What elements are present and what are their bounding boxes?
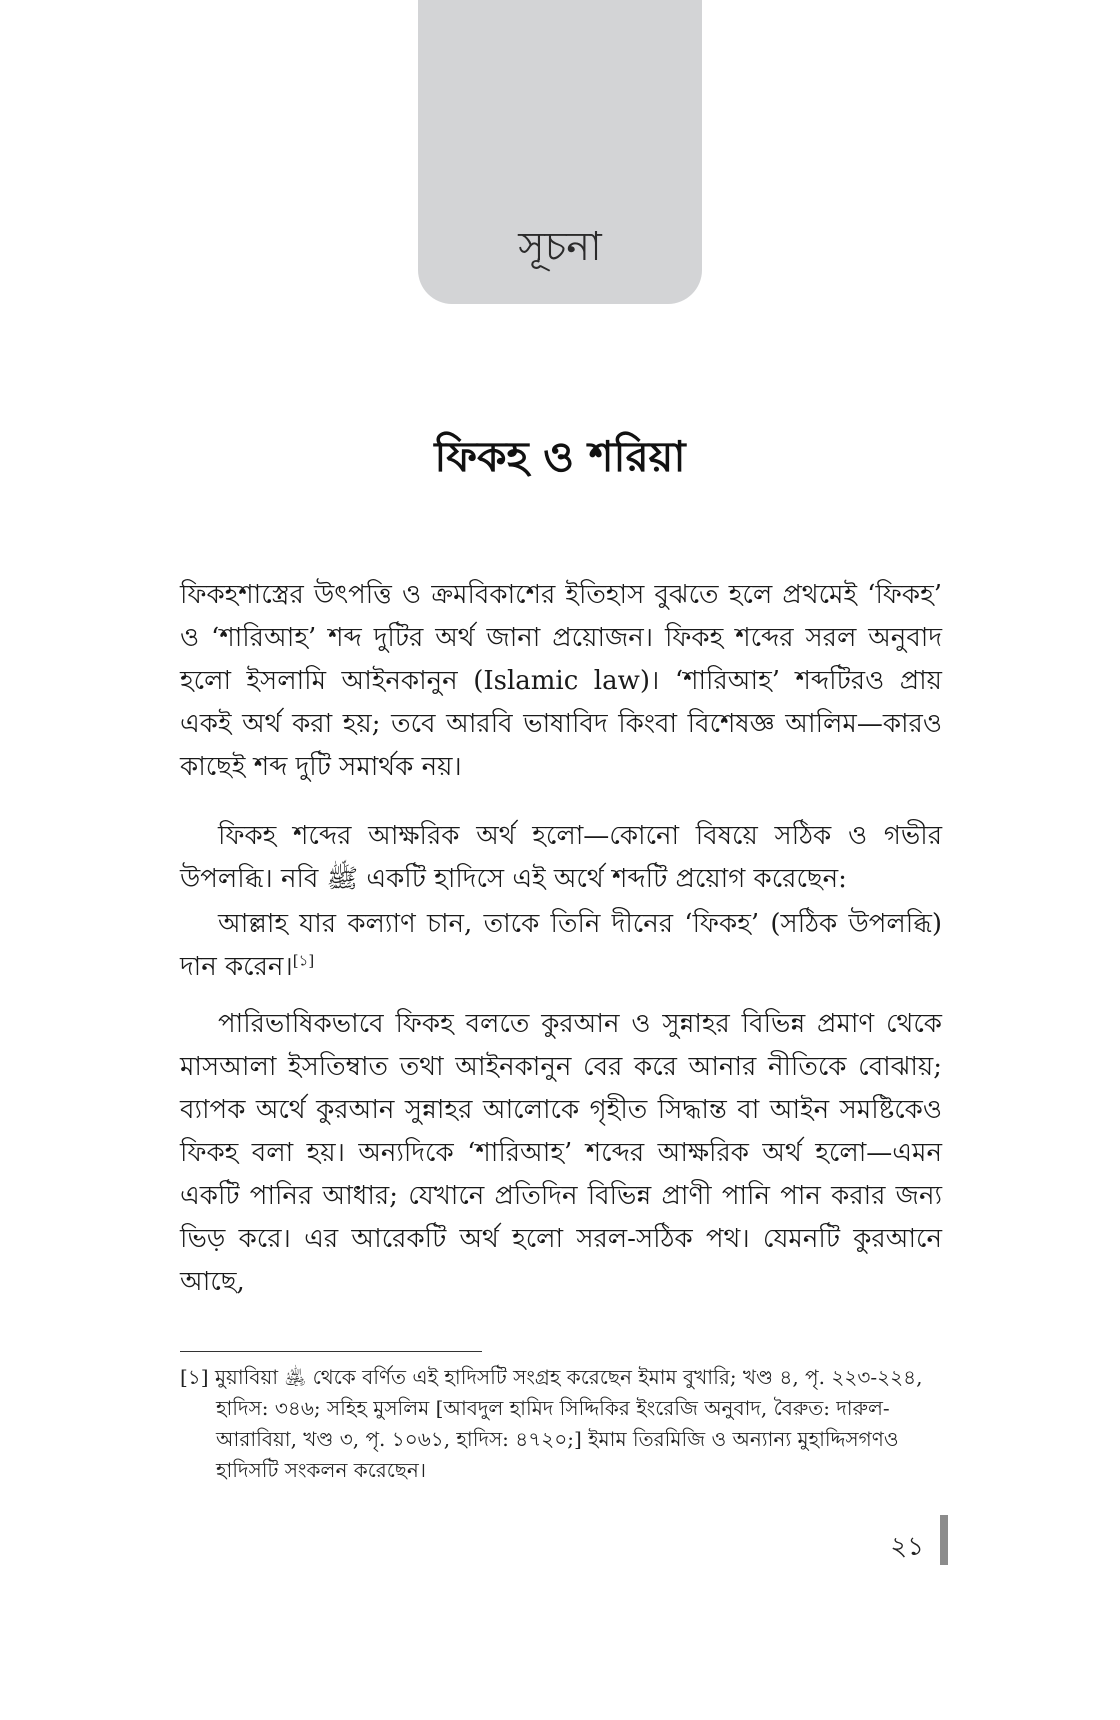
page-title: ফিকহ ও শরিয়া [434, 432, 686, 481]
hadith-quote [180, 903, 942, 989]
chapter-tab [418, 0, 702, 304]
paragraph-1: ফিকহশাস্ত্রের উৎপত্তি ও ক্রমবিকাশের ইতিহাস বুঝতে হলে প্রথমেই ‘ফিকহ’ ও ‘শারিআহ’ শব্দ দুটির অর্থ জানা প্রয়োজন। ফিকহ শব্দের সরল অনুবাদ হলো ইসলামি আইনকানুন (Islamic law)। ‘শারিআহ’ শব্দটিরও প্রায় একই অর্থ করা হয়; তবে আরবি ভাষাবিদ কিংবা বিশেষজ্ঞ আলিম—কারও কাছেই শব্দ দুটি সমার্থক নয়। [180, 580, 942, 782]
footnote-reference[interactable]: [১] [292, 951, 315, 970]
paragraph-4: পারিভাষিকভাবে ফিকহ বলতে কুরআন ও সুন্নাহর বিভিন্ন প্রমাণ থেকে মাসআলা ইসতিম্বাত তথা আইনকানুন বের করে আনার নীতিকে বোঝায়; ব্যাপক অর্থে কুরআন সুন্নাহর আলোকে গৃহীত সিদ্ধান্ত বা আইন সমষ্টিকেও ফিকহ বলা হয়। অন্যদিকে ‘শারিআহ’ শব্দের আক্ষরিক অর্থ হলো—এমন একটি পানির আধার; যেখানে প্রতিদিন বিভিন্ন প্রাণী পানি পান করার জন্য ভিড় করে। এর আরেকটি অর্থ হলো সরল-সঠিক পথ। যেমনটি কুরআনে আছে, [180, 1009, 942, 1297]
page-edge-bar [940, 1515, 948, 1565]
footnote: [১] মুয়াবিয়া ﵁ থেকে বর্ণিত এই হাদিসটি সংগ্রহ করেছেন ইমাম বুখারি; খণ্ড ৪, পৃ. ২২৩-২২৪, হাদিস: ৩৪৬; সহিহ মুসলিম [আবদুল হামিদ সিদ্দিকির ইংরেজি অনুবাদ, বৈরুত: দারুল-আরাবিয়া, খণ্ড ৩, পৃ. ১০৬১, হাদিস: ৪৭২০;] ইমাম তিরমিজি ও অন্যান্য মুহাদ্দিসগণও হাদিসটি সংকলন করেছেন। [180, 1365, 923, 1482]
chapter-tab-label: সূচনা [518, 224, 602, 270]
paragraph-2: ফিকহ শব্দের আক্ষরিক অর্থ হলো—কোনো বিষয়ে সঠিক ও গভীর উপলব্ধি। নবি ﷺ একটি হাদিসে এই অর্থে শব্দটি প্রয়োগ করেছেন: [180, 821, 942, 894]
footnote-divider [180, 1351, 482, 1352]
page-number: ২১ [890, 1532, 924, 1562]
hadith-quote-text: আল্লাহ যার কল্যাণ চান, তাকে তিনি দীনের ‘ফিকহ’ (সঠিক উপলব্ধি) দান করেন। [180, 909, 942, 982]
